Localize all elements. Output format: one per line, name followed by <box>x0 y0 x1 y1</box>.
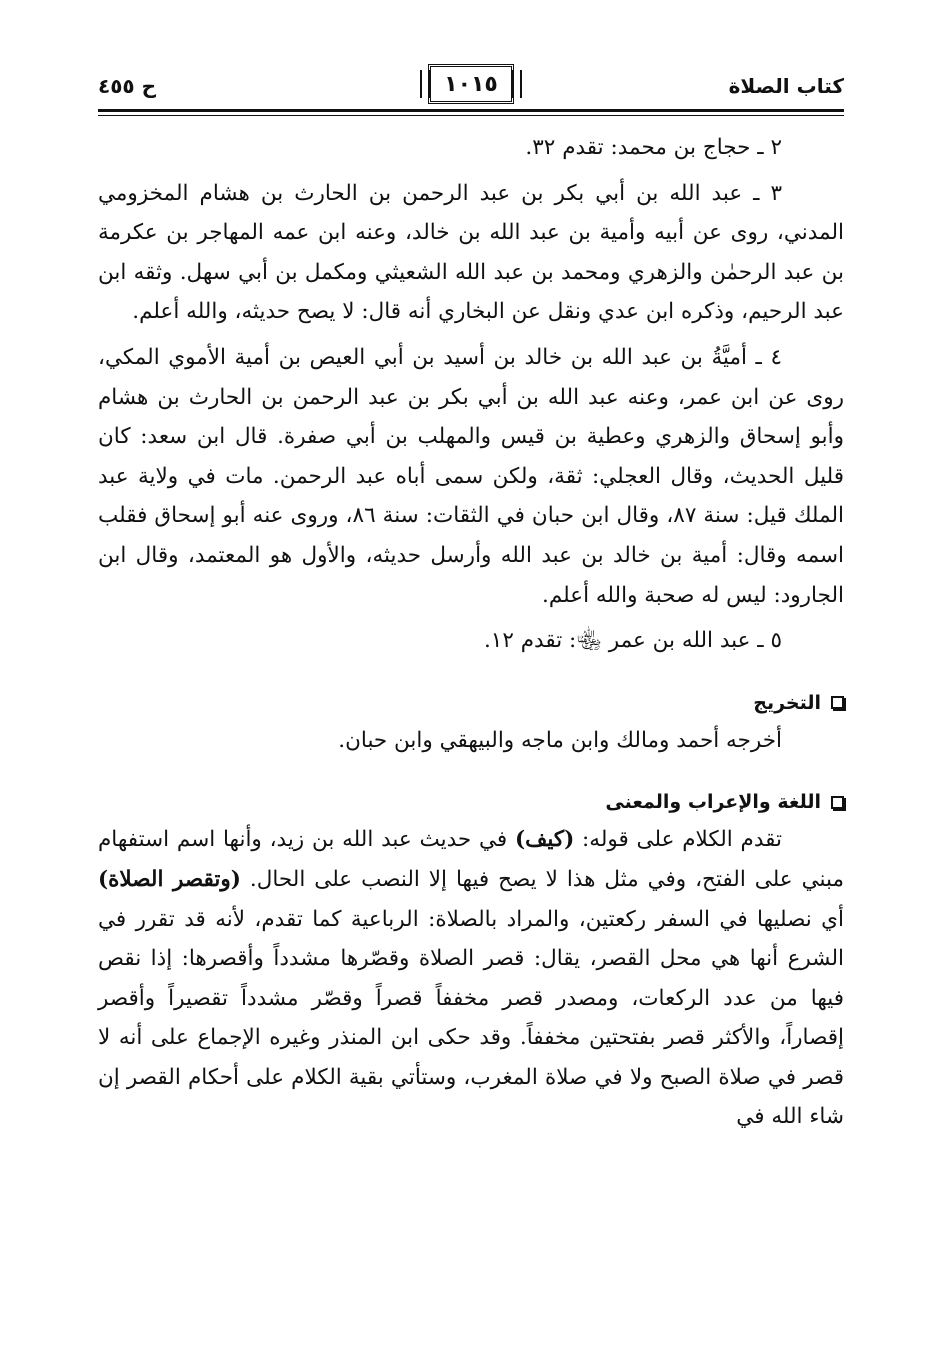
section-spacer <box>98 661 844 685</box>
lugha-paragraph <box>98 820 844 1137</box>
header-rule-thin <box>98 115 844 116</box>
narrator-entry: ٢ ـ حجاج بن محمد: تقدم ٣٢. <box>525 135 782 160</box>
page-number: ١٠١٥ <box>444 71 498 97</box>
lugha-heading <box>98 784 844 820</box>
takhrij-heading <box>98 685 844 721</box>
lugha-text: تقدم الكلام على قوله: <box>574 827 783 853</box>
narrator-entry: ٤ ـ أميَّةُ بن عبد الله بن خالد بن أسيد بن أبي العيص بن أمية الأموي المكي، روى عن ابن عمر، وعنه عبد الله بن أبي بكر بن عبد الرحمن بن الحارث بن هشام وأبو إسحاق والزهري وعطية بن قيس والمهلب بن أبي صفرة. قال ابن سعد: كان قليل الحديث، وقال العجلي: ثقة، ولكن سمى أباه عبد الرحمن. مات في ولاية عبد الملك قيل: سنة ٨٧، وقال ابن حبان في الثقات: سنة ٨٦، وروى عنه أبو إسحاق فقلب اسمه وقال: أمية بن خالد بن عبد الله وأرسل حديثه، والأول هو المعتمد، وقال ابن الجارود: ليس له صحبة والله أعلم. <box>98 344 845 608</box>
lugha-text: أي نصليها في السفر ركعتين، والمراد بالصلاة: الرباعية كما تقدم، لأنه قد تقرر في الشرع أنها هي محل القصر، يقال: قصر الصلاة وقصّرها مشدداً وأقصرها: إذا نقص فيها من عدد الركعات، ومصدر قصر مخففاً قصراً وقصّر مشدداً تقصيراً وأقصر إقصاراً، والأكثر قصر بفتحتين مخففاً. وقد حكى ابن المنذر وغيره الإجماع على أنه لا قصر في صلاة الصبح ولا في صلاة المغرب، وستأتي بقية الكلام على أحكام القصر إن شاء الله في <box>98 906 844 1130</box>
section-spacer <box>98 760 844 784</box>
takhrij-heading-text: التخريج <box>753 691 821 714</box>
square-bullet-icon <box>831 696 844 709</box>
lugha-term-kayf: (كيف) <box>514 827 575 853</box>
lugha-heading-text: اللغة والإعراب والمعنى <box>605 791 821 814</box>
lugha-text: في حديث عبد الله بن زيد، وأنها اسم استفهام مبني على الفتح، وفي مثل هذا لا يصح فيها إلا النصب على الحال. <box>98 827 845 892</box>
page-number-frame <box>428 64 514 104</box>
book-title: كتاب الصلاة <box>728 74 844 98</box>
narrator-entry: ٥ ـ عبد الله بن عمر ﵄: تقدم ١٢. <box>483 628 782 654</box>
hadith-reference: ح ٤٥٥ <box>98 74 157 98</box>
takhrij-text: أخرجه أحمد ومالك وابن ماجه والبيهقي وابن حبان. <box>338 727 782 753</box>
square-bullet-icon <box>831 796 844 809</box>
page-header <box>98 62 844 118</box>
narrator-entry: ٣ ـ عبد الله بن أبي بكر بن عبد الرحمن بن الحارث بن هشام المخزومي المدني، روى عن أبيه وأمية بن عبد الله بن خالد، وعنه ابن عمه المهاجر بن عكرمة بن عبد الرحمٰن والزهري ومحمد بن عبد الله الشعيثي ومكمل بن أبي سهل. وثقه ابن عبد الرحيم، وذكره ابن عدي ونقل عن البخاري أنه قال: لا يصح حديثه، والله أعلم. <box>98 180 844 325</box>
lugha-term-taqsur: (وتقصر الصلاة) <box>98 866 241 892</box>
header-rule-thick <box>98 109 844 112</box>
page-body <box>98 128 844 1137</box>
